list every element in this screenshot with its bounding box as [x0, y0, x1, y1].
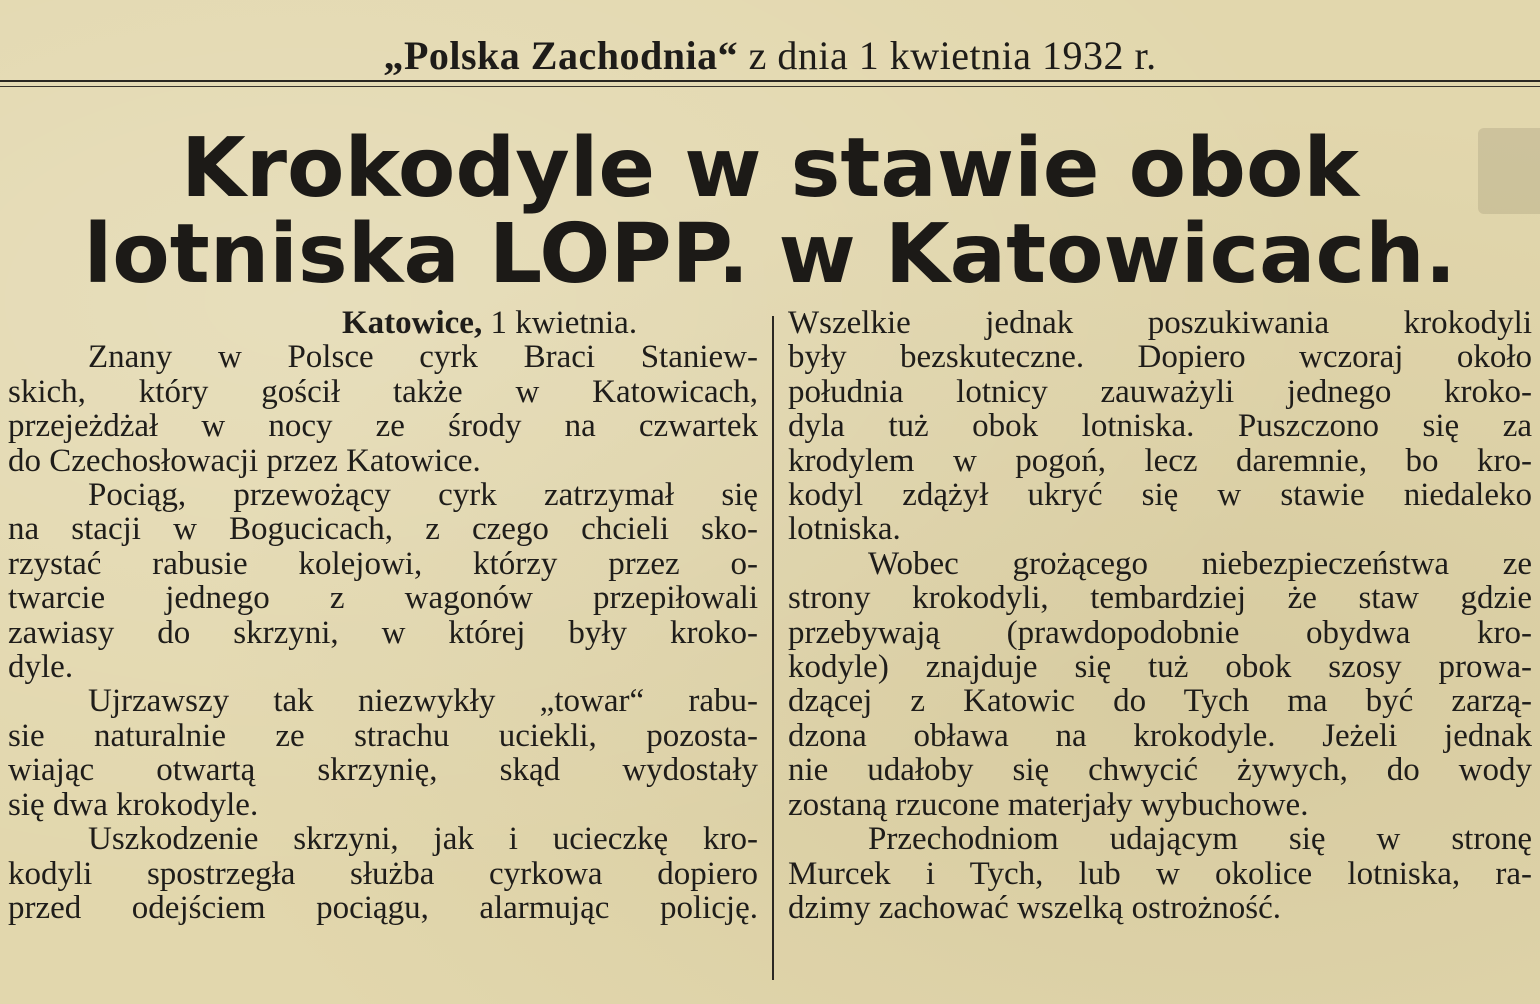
- text-line: Przechodniom udającym się w stronę: [868, 822, 1532, 857]
- dateline: [8, 306, 758, 340]
- text-line: kodyle) znajduje się tuż obok szosy prowa-: [788, 650, 1532, 685]
- text-line: Pociąg, przewożący cyrk zatrzymał się: [88, 478, 758, 513]
- headline-line-1: Krokodyle w stawie obok: [180, 121, 1360, 216]
- text-line: Znany w Polsce cyrk Braci Staniew-: [88, 340, 758, 375]
- text-line: dyla tuż obok lotniska. Puszczono się za: [788, 409, 1532, 444]
- article-headline: [5, 121, 1535, 302]
- text-line: strony krokodyli, tembardziej że staw gdzie: [788, 581, 1532, 616]
- column-divider: [772, 316, 774, 980]
- text-line: twarcie jednego z wagonów przepiłowali: [8, 581, 758, 616]
- text-line: się dwa krokodyle.: [8, 787, 259, 823]
- publication-date: z dnia 1 kwietnia 1932 r.: [748, 33, 1157, 78]
- text-line: Wobec grożącego niebezpieczeństwa ze: [868, 546, 1532, 582]
- text-line: nie udałoby się chwycić żywych, do wody: [788, 753, 1532, 788]
- masthead-text: [0, 34, 1540, 78]
- text-line: przed odejściem pociągu, alarmując policję.: [8, 890, 758, 926]
- left-column: [8, 306, 758, 925]
- text-line: na stacji w Bogucicach, z czego chcieli sko-: [8, 512, 758, 547]
- text-line: lotniska.: [788, 512, 901, 547]
- text-line: dzona obława na krokodyle. Jeżeli jednak: [788, 718, 1532, 754]
- text-line: przebywają (prawdopodobnie obydwa kro-: [788, 615, 1532, 651]
- text-line: Uszkodzenie skrzyni, jak i ucieczkę kro-: [88, 822, 758, 857]
- text-line: zawiasy do skrzyni, w której były kroko-: [8, 615, 758, 651]
- right-column: [788, 306, 1532, 925]
- text-line: Wszelkie jednak poszukiwania krokodyli: [788, 306, 1532, 341]
- headline-line-2: lotniska LOPP. w Katowicach.: [83, 207, 1457, 302]
- text-line: południa lotnicy zauważyli jednego kroko-: [788, 374, 1532, 410]
- text-line: rzystać rabusie kolejowi, którzy przez o-: [8, 546, 758, 582]
- masthead-rule-thin: [0, 86, 1540, 87]
- dateline-place: Katowice,: [342, 305, 483, 341]
- text-line: kodyl zdążył ukryć się w stawie niedaleko: [788, 478, 1532, 513]
- text-line: do Czechosłowacji przez Katowice.: [8, 443, 481, 479]
- masthead-rule: [0, 80, 1540, 82]
- text-line: wiając otwartą skrzynię, skąd wydostały: [8, 753, 758, 788]
- text-line: dyle.: [8, 650, 74, 685]
- masthead: [0, 28, 1540, 80]
- text-line: skich, który gościł także w Katowicach,: [8, 374, 758, 410]
- text-line: Murcek i Tych, lub w okolice lotniska, ra-: [788, 856, 1532, 891]
- text-line: dzącej z Katowic do Tych ma być zarzą-: [788, 684, 1532, 719]
- text-line: krodylem w pogoń, lecz daremnie, bo kro-: [788, 443, 1532, 479]
- text-line: dzimy zachować wszelką ostrożność.: [788, 890, 1281, 926]
- text-line: były bezskuteczne. Dopiero wczoraj około: [788, 340, 1532, 375]
- text-line: przejeżdżał w nocy ze środy na czwartek: [8, 409, 758, 444]
- paper-name: „Polska Zachodnia“: [383, 33, 739, 78]
- text-line: zostaną rzucone materjały wybuchowe.: [788, 787, 1309, 823]
- dateline-date: 1 kwietnia.: [490, 305, 638, 341]
- text-line: kodyli spostrzegła służba cyrkowa dopiero: [8, 856, 758, 891]
- text-line: Ujrzawszy tak niezwykły „towar“ rabu-: [88, 684, 758, 719]
- text-line: sie naturalnie ze strachu uciekli, pozosta-: [8, 718, 758, 754]
